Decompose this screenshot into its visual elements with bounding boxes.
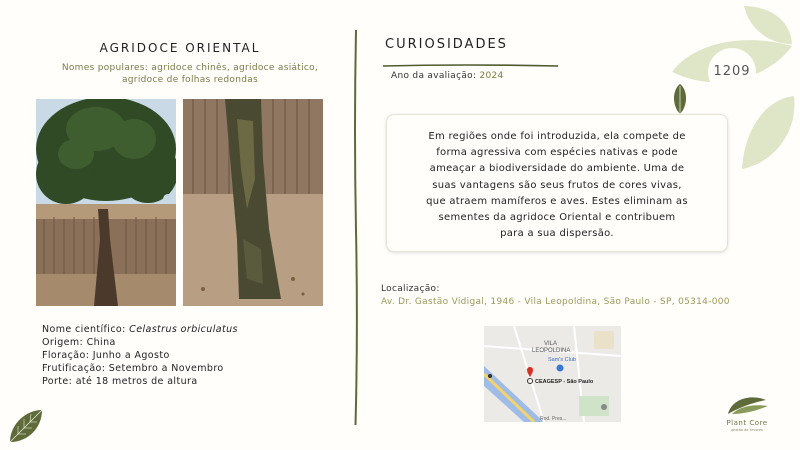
title-underline [383,54,558,60]
small-leaf-icon [670,84,690,116]
location-map[interactable] [484,326,621,422]
map-place-name: CEAGESP - São Paulo [535,379,594,385]
text-line: sementes da agridoce Oriental e contribuem [438,212,676,224]
trunk-photo [183,99,323,306]
origin-row: Origem: China [42,337,116,348]
map-district-1: VILA [544,341,558,347]
catalog-number: 1209 [713,64,751,79]
poi-pin-icon [557,365,564,372]
vertical-divider [353,30,359,425]
corner-leaf-icon [6,406,46,446]
text-line: para a sua dispersão. [500,228,614,240]
fruiting-row: Frutificação: Setembro a Novembro [42,363,224,374]
brand-name: Plant Core [726,419,768,427]
text-line: forma agressiva com espécies nativas e pode [436,147,678,159]
scientific-name-row [42,323,238,336]
flowering-row: Floração: Junho a Agosto [42,350,170,361]
year-label: Ano da avaliação: [391,71,480,81]
location-label: Localização: [381,284,440,294]
tree-photo [36,99,176,306]
popular-names: Nomes populares: agridoce chinês, agridoce asiático, agridoce de folhas redondas [61,63,319,85]
year-value: 2024 [479,71,504,81]
evaluation-year [391,71,504,81]
text-line: Em regiões onde foi introduzida, ela compete de [428,131,686,142]
text-line: que atraem mamíferos e aves. Estes eliminam as [426,195,688,207]
scientific-label: Nome científico: [42,324,130,335]
plant-title: AGRIDOCE ORIENTAL [99,41,261,55]
curiosities-title: CURIOSIDADES [385,37,508,52]
plant-facts [42,323,238,388]
location-address[interactable]: Av. Dr. Gastão Vidigal, 1946 - Vila Leopoldina, São Paulo - SP, 05314-000 [381,297,730,307]
decorative-leaves [672,4,800,174]
scientific-name: Celastrus orbiculatus [129,324,238,335]
text-line: suas vantagens são seus frutos de cores vivas, [432,179,682,191]
map-poi-name: Sam's Club [548,357,576,363]
brand-tagline: gestão de árvores [731,428,763,432]
text-line: ameaçar a biodiversidade do ambiente. Uma de [429,163,685,175]
size-row: Porte: até 18 metros de altura [42,376,198,387]
map-road-label: Rod. Pres... [540,416,567,422]
curiosities-text [399,129,715,242]
map-district-2: LEOPOLDINA [532,348,571,354]
